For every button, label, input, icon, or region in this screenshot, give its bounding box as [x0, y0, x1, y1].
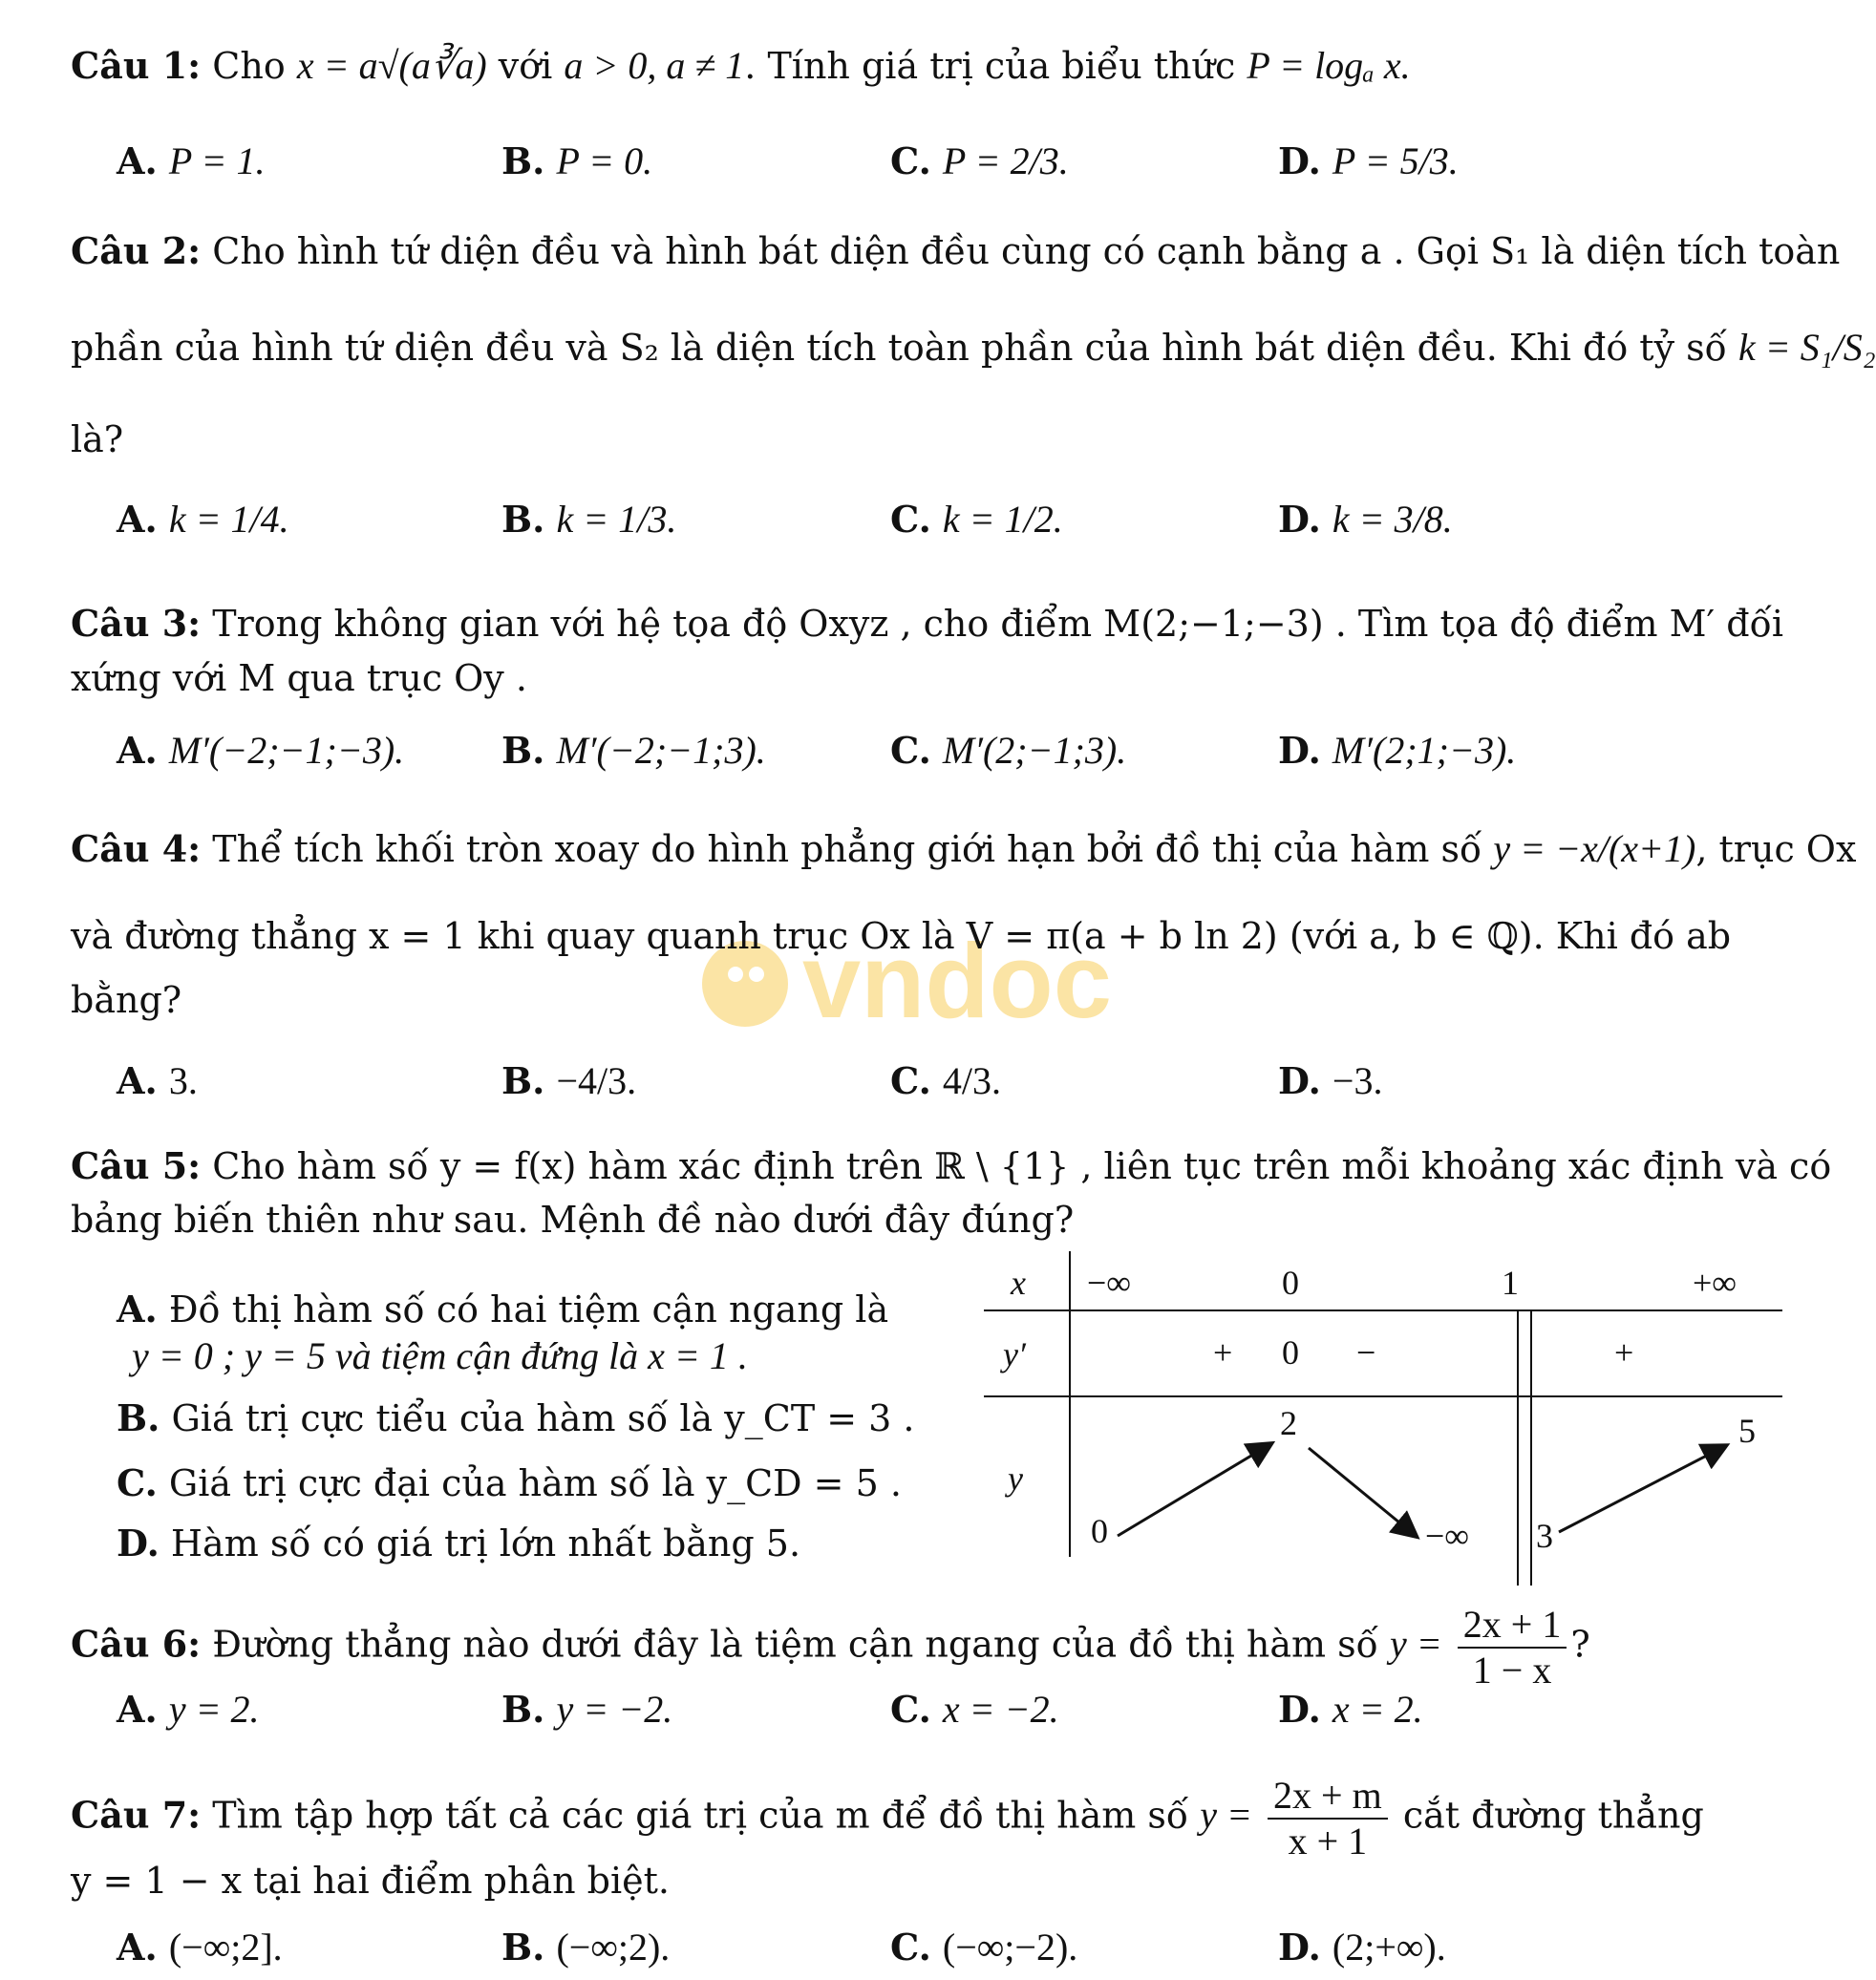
q3-stem-line2: xứng với M qua trục Oy . [71, 657, 527, 699]
q2-option-c[interactable]: C. k = 1/2. [890, 498, 1063, 541]
q1-option-a[interactable]: A. P = 1. [117, 139, 266, 182]
q3-option-a[interactable]: A. M′(−2;−1;−3). [117, 729, 405, 772]
table-y-five: 5 [1738, 1412, 1756, 1450]
q4-option-d[interactable]: D. −3. [1278, 1059, 1383, 1102]
q6-option-c[interactable]: C. x = −2. [890, 1688, 1059, 1731]
q7-option-a[interactable]: A. (−∞;2]. [117, 1926, 283, 1969]
q6-fraction: $\frac{2x + 1}{1 - x}$ [1458, 1603, 1567, 1693]
q6-stem: Câu 6: Đường thẳng nào dưới đây là tiệm cận ngang của đồ thị hàm số y = $\frac{2x + 1}{1 - x}$ ? [71, 1603, 1590, 1692]
q4-stem-line2: và đường thẳng x = 1 khi quay quanh trục Ox là V = π(a + b ln 2) (với a, b ∈ ℚ). Khi đó ab [71, 915, 1732, 957]
table-yp-label: y′ [1003, 1335, 1026, 1373]
q3-option-c[interactable]: C. M′(2;−1;3). [890, 729, 1127, 772]
q2-stem-line3: là? [71, 418, 124, 460]
q1-option-d[interactable]: D. P = 5/3. [1278, 139, 1459, 182]
table-x-pos-inf: +∞ [1693, 1264, 1737, 1302]
q4-option-a[interactable]: A. 3. [117, 1059, 198, 1102]
table-x-one: 1 [1502, 1264, 1519, 1302]
table-yp-plus-2: + [1614, 1333, 1634, 1372]
arrow-down [1309, 1448, 1416, 1536]
q2-stem-line1: Câu 2: Cho hình tứ diện đều và hình bát diện đều cùng có cạnh bằng a . Gọi S₁ là diện tích toàn [71, 229, 1841, 272]
table-x-neg-inf: −∞ [1087, 1264, 1131, 1302]
table-y-label: y [1008, 1459, 1023, 1498]
q7-option-c[interactable]: C. (−∞;−2). [890, 1926, 1078, 1969]
q5-stem-line2: bảng biến thiên như sau. Mệnh đề nào dưới đây đúng? [71, 1199, 1075, 1241]
q4-stem-line1: Câu 4: Thể tích khối tròn xoay do hình phẳng giới hạn bởi đồ thị của hàm số y = −x/(x+1), trục Ox [71, 827, 1857, 870]
q7-option-d[interactable]: D. (2;+∞). [1278, 1926, 1446, 1969]
variation-table [984, 1251, 1786, 1595]
q7-option-b[interactable]: B. (−∞;2). [501, 1926, 671, 1969]
table-yp-minus: − [1356, 1333, 1376, 1372]
q2-option-b[interactable]: B. k = 1/3. [501, 498, 677, 541]
table-y-zero: 0 [1091, 1512, 1108, 1550]
table-y-three: 3 [1536, 1517, 1553, 1555]
watermark-text: vndoc [802, 923, 1112, 1040]
q3-option-b[interactable]: B. M′(−2;−1;3). [501, 729, 766, 772]
arrow-up-1 [1118, 1444, 1270, 1536]
q5-option-b[interactable]: B. Giá trị cực tiểu của hàm số là y_CT = 3 . [117, 1396, 915, 1439]
q5-option-d[interactable]: D. Hàm số có giá trị lớn nhất bằng 5. [117, 1522, 801, 1565]
table-x-zero: 0 [1282, 1264, 1299, 1302]
q1-option-c[interactable]: C. P = 2/3. [890, 139, 1069, 182]
q6-option-d[interactable]: D. x = 2. [1278, 1688, 1423, 1731]
q4-stem-line3: bằng? [71, 979, 182, 1021]
q6-option-a[interactable]: A. y = 2. [117, 1688, 260, 1731]
q2-option-a[interactable]: A. k = 1/4. [117, 498, 289, 541]
q7-stem-line2: y = 1 − x tại hai điểm phân biệt. [71, 1860, 670, 1902]
table-y-neg-inf: −∞ [1425, 1517, 1469, 1555]
q5-stem-line1: Câu 5: Cho hàm số y = f(x) hàm xác định trên ℝ \ {1} , liên tục trên mỗi khoảng xác định và có [71, 1144, 1832, 1187]
q2-stem-line2: phần của hình tứ diện đều và S₂ là diện tích toàn phần của hình bát diện đều. Khi đó tỷ số k = S₁/S₂ [71, 326, 1876, 369]
q5-option-a[interactable]: A. Đồ thị hàm số có hai tiệm cận ngang là [117, 1288, 889, 1331]
q7-stem-line1: Câu 7: Tìm tập hợp tất cả các giá trị của m để đồ thị hàm số y = $\frac{2x + m}{x + 1}$ cắt đường thẳng [71, 1774, 1704, 1863]
table-x-label: x [1011, 1264, 1026, 1302]
q1-option-b[interactable]: B. P = 0. [501, 139, 653, 182]
arrow-up-2 [1559, 1446, 1725, 1532]
q2-option-d[interactable]: D. k = 3/8. [1278, 498, 1453, 541]
q3-option-d[interactable]: D. M′(2;1;−3). [1278, 729, 1517, 772]
q3-stem-line1: Câu 3: Trong không gian với hệ tọa độ Oxyz , cho điểm M(2;−1;−3) . Tìm tọa độ điểm M′ đối [71, 602, 1783, 645]
table-yp-zero: 0 [1282, 1333, 1299, 1372]
q4-option-b[interactable]: B. −4/3. [501, 1059, 637, 1102]
table-y-two: 2 [1280, 1404, 1297, 1442]
q1-label: Câu 1: [71, 44, 202, 87]
q5-option-a-line2: y = 0 ; y = 5 và tiệm cận đứng là x = 1 . [132, 1334, 748, 1377]
q5-option-c[interactable]: C. Giá trị cực đại của hàm số là y_CD = 5 . [117, 1461, 902, 1504]
table-yp-plus-1: + [1213, 1333, 1233, 1372]
q7-fraction: $\frac{2x + m}{x + 1}$ [1268, 1774, 1388, 1863]
q1-stem: Câu 1: Cho x = a√(a∛a) với a > 0, a ≠ 1. Tính giá trị của biểu thức P = logₐ x. [71, 44, 1411, 87]
q6-option-b[interactable]: B. y = −2. [501, 1688, 673, 1731]
q4-option-c[interactable]: C. 4/3. [890, 1059, 1002, 1102]
